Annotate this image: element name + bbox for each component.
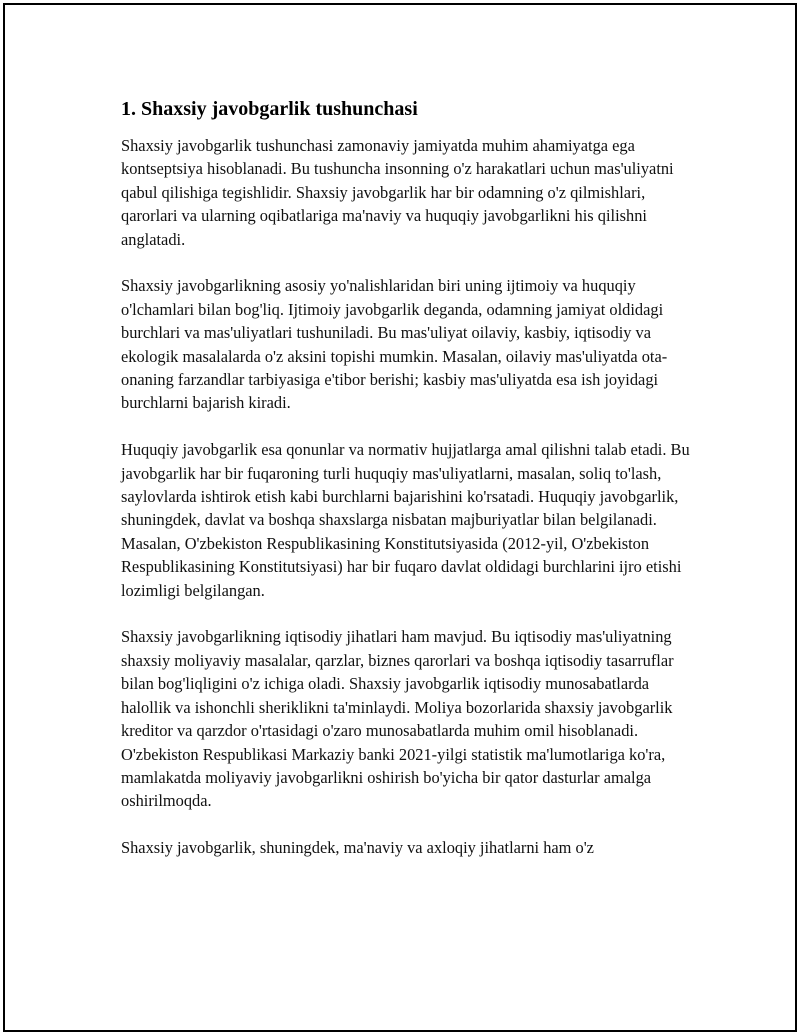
document-page (3, 3, 797, 1032)
document-body (121, 95, 691, 883)
paragraph-1: Shaxsiy javobgarlik tushunchasi zamonaviy jamiyatda muhim ahamiyatga ega kontseptsiya hisoblanadi. Bu tushuncha insonning o'z harakatlari uchun mas'uliyatni qabul qilishiga tegishlidir. Shaxsiy javobgarlik har bir odamning o'z qilmishlari, qarorlari va ularning oqibatlariga ma'naviy va huquqiy javobgarlikni his qilishni anglatadi. (121, 136, 674, 249)
paragraph-4: Shaxsiy javobgarlikning iqtisodiy jihatlari ham mavjud. Bu iqtisodiy mas'uliyatning shaxsiy moliyaviy masalalar, qarzlar, biznes qarorlari va boshqa iqtisodiy tasarruflar bilan bog'liqligini o'z ichiga oladi. Shaxsiy javobgarlik iqtisodiy munosabatlarda halollik va ishonchli sheriklikni ta'minlaydi. Moliya bozorlarida shaxsiy javobgarlik kreditor va qarzdor o'rtasidagi o'zaro munosabatlarda muhim omil hisoblanadi. O'zbekiston Respublikasi Markaziy banki 2021-yilgi statistik ma'lumotlariga ko'ra, mamlakatda moliyaviy javobgarlikni oshirish bo'yicha bir qator dasturlar amalga oshirilmoqda. (121, 627, 674, 811)
section-heading: 1. Shaxsiy javobgarlik tushunchasi (121, 98, 418, 120)
paragraph-2: Shaxsiy javobgarlikning asosiy yo'nalishlaridan biri uning ijtimoiy va huquqiy o'lchamlari bilan bog'liq. Ijtimoiy javobgarlik deganda, odamning jamiyat oldidagi burchlari va mas'uliyatlari tushuniladi. Bu mas'uliyat oilaviy, kasbiy, iqtisodiy va ekologik masalalarda o'z aksini topishi mumkin. Masalan, oilaviy mas'uliyatda ota-onaning farzandlar tarbiyasiga e'tibor berishi; kasbiy mas'uliyatda esa ish joyidagi burchlarni bajarish kiradi. (121, 276, 668, 413)
paragraph-5: Shaxsiy javobgarlik, shuningdek, ma'naviy va axloqiy jihatlarni ham o'z (121, 838, 594, 858)
paragraph-3: Huquqiy javobgarlik esa qonunlar va normativ hujjatlarga amal qilishni talab etadi. Bu javobgarlik har bir fuqaroning turli huquqiy mas'uliyatlarni, masalan, soliq to'lash, saylovlarda ishtirok etish kabi burchlarni bajarishini ko'rsatadi. Huquqiy javobgarlik, shuningdek, davlat va boshqa shaxslarga nisbatan majburiyatlar bilan belgilanadi. Masalan, O'zbekiston Respublikasining Konstitutsiyasida (2012-yil, O'zbekiston Respublikasining Konstitutsiyasi) har bir fuqaro davlat oldidagi burchlarini ijro etishi lozimligi belgilangan. (121, 440, 690, 600)
